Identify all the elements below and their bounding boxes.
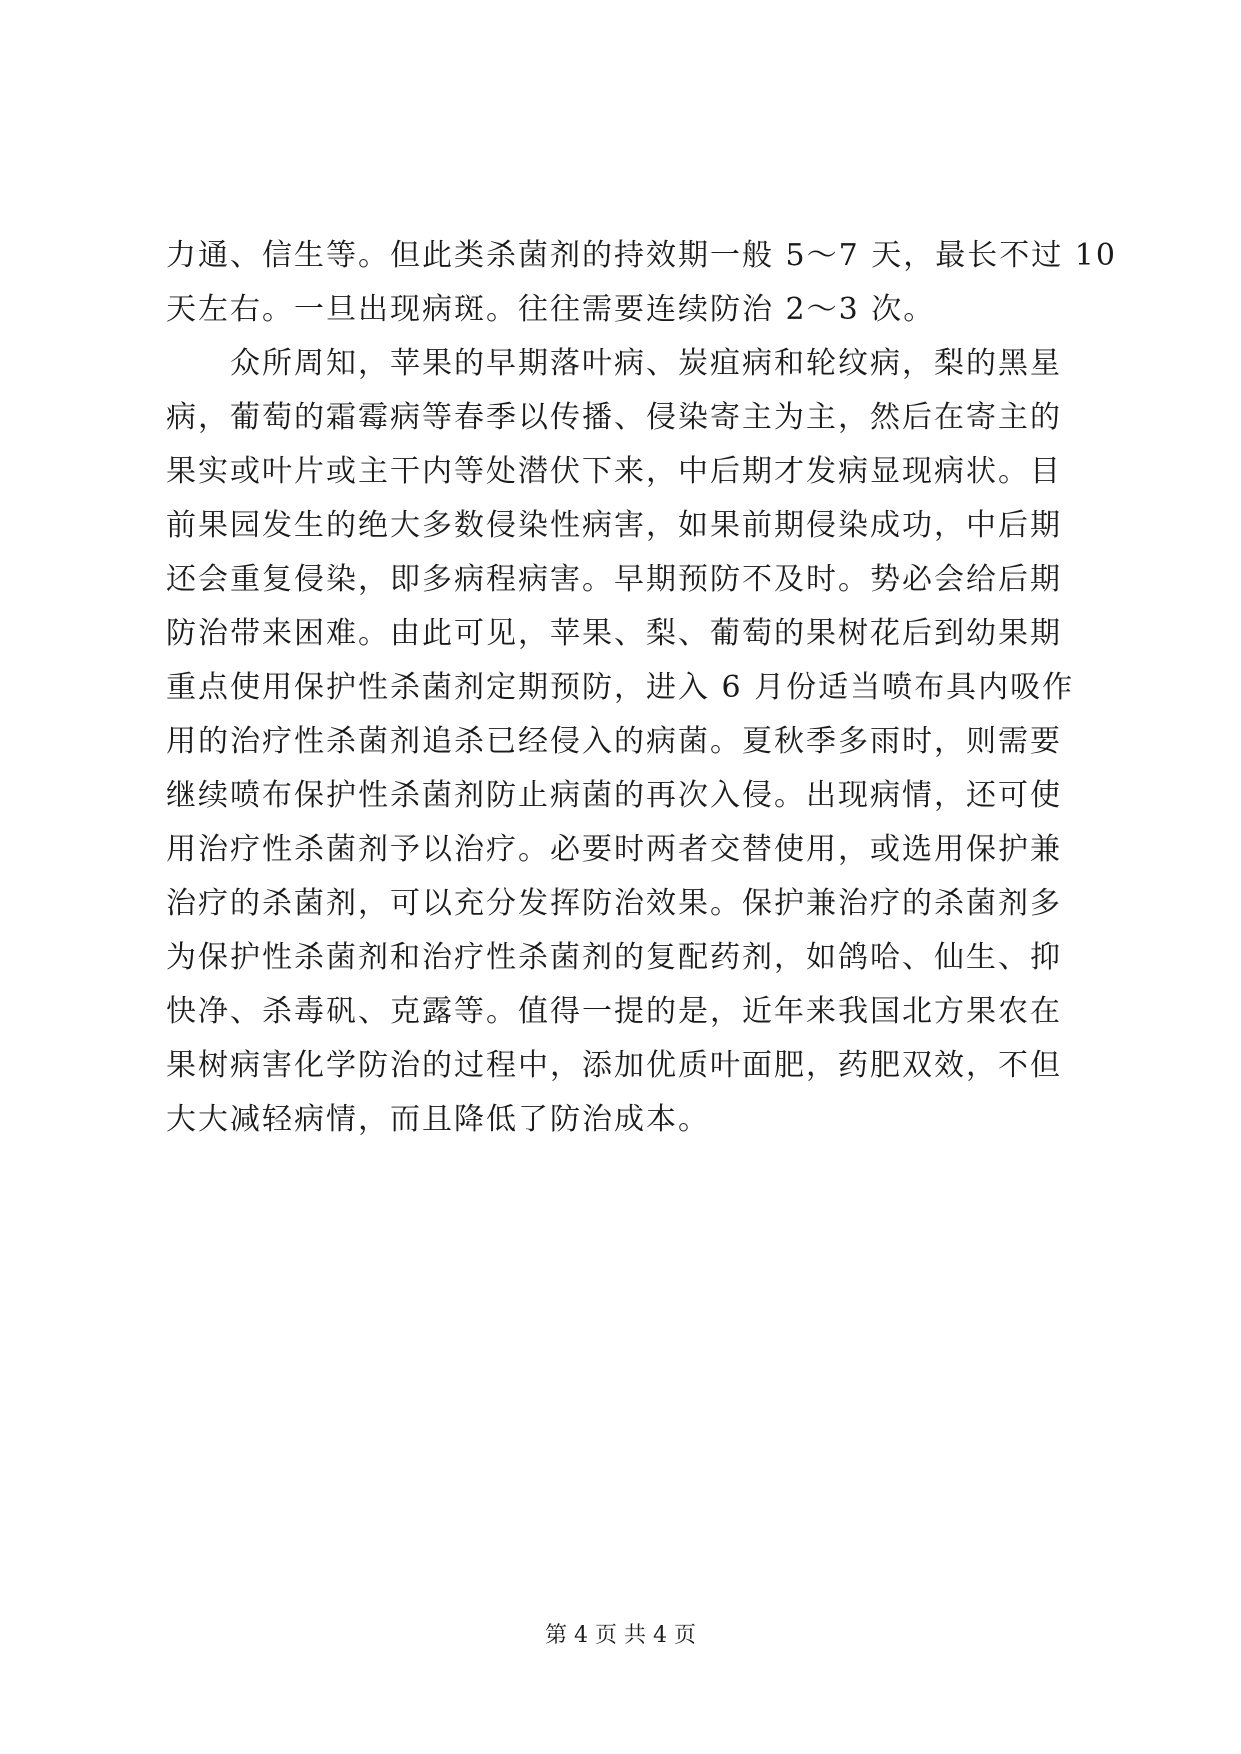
text-line: 为保护性杀菌剂和治疗性杀菌剂的复配药剂，如鸽哈、仙生、抑	[166, 940, 1062, 975]
text-line: 用治疗性杀菌剂予以治疗。必要时两者交替使用，或选用保护兼	[166, 832, 1062, 867]
text-line: 病，葡萄的霜霉病等春季以传播、侵染寄主为主，然后在寄主的	[166, 400, 1062, 435]
text-line: 治疗的杀菌剂，可以充分发挥防治效果。保护兼治疗的杀菌剂多	[166, 886, 1062, 921]
text-line: 防治带来困难。由此可见，苹果、梨、葡萄的果树花后到幼果期	[166, 616, 1062, 651]
text-line: 重点使用保护性杀菌剂定期预防，进入 6 月份适当喷布具内吸作	[166, 670, 1075, 705]
text-line: 果树病害化学防治的过程中，添加优质叶面肥，药肥双效，不但	[166, 1048, 1062, 1083]
paragraph-2	[166, 337, 1076, 1147]
text-line: 继续喷布保护性杀菌剂防止病菌的再次入侵。出现病情，还可使	[166, 778, 1062, 813]
paragraph-1	[166, 229, 1117, 337]
text-line: 还会重复侵染，即多病程病害。早期预防不及时。势必会给后期	[166, 562, 1062, 597]
text-line: 前果园发生的绝大多数侵染性病害，如果前期侵染成功，中后期	[166, 508, 1062, 543]
body-text	[166, 229, 1117, 1147]
text-line: 众所周知，苹果的早期落叶病、炭疽病和轮纹病，梨的黑星	[230, 346, 1062, 381]
page-footer	[0, 1621, 1241, 1651]
text-line: 力通、信生等。但此类杀菌剂的持效期一般 5～7 天，最长不过 10	[166, 238, 1117, 273]
page-number: 第 4 页 共 4 页	[545, 1623, 696, 1648]
text-line: 大大减轻病情，而且降低了防治成本。	[166, 1102, 710, 1137]
text-line: 用的治疗性杀菌剂追杀已经侵入的病菌。夏秋季多雨时，则需要	[166, 724, 1062, 759]
text-line: 快净、杀毒矾、克露等。值得一提的是，近年来我国北方果农在	[166, 994, 1062, 1029]
text-line: 果实或叶片或主干内等处潜伏下来，中后期才发病显现病状。目	[166, 454, 1062, 489]
text-line: 天左右。一旦出现病斑。往往需要连续防治 2～3 次。	[166, 292, 936, 327]
